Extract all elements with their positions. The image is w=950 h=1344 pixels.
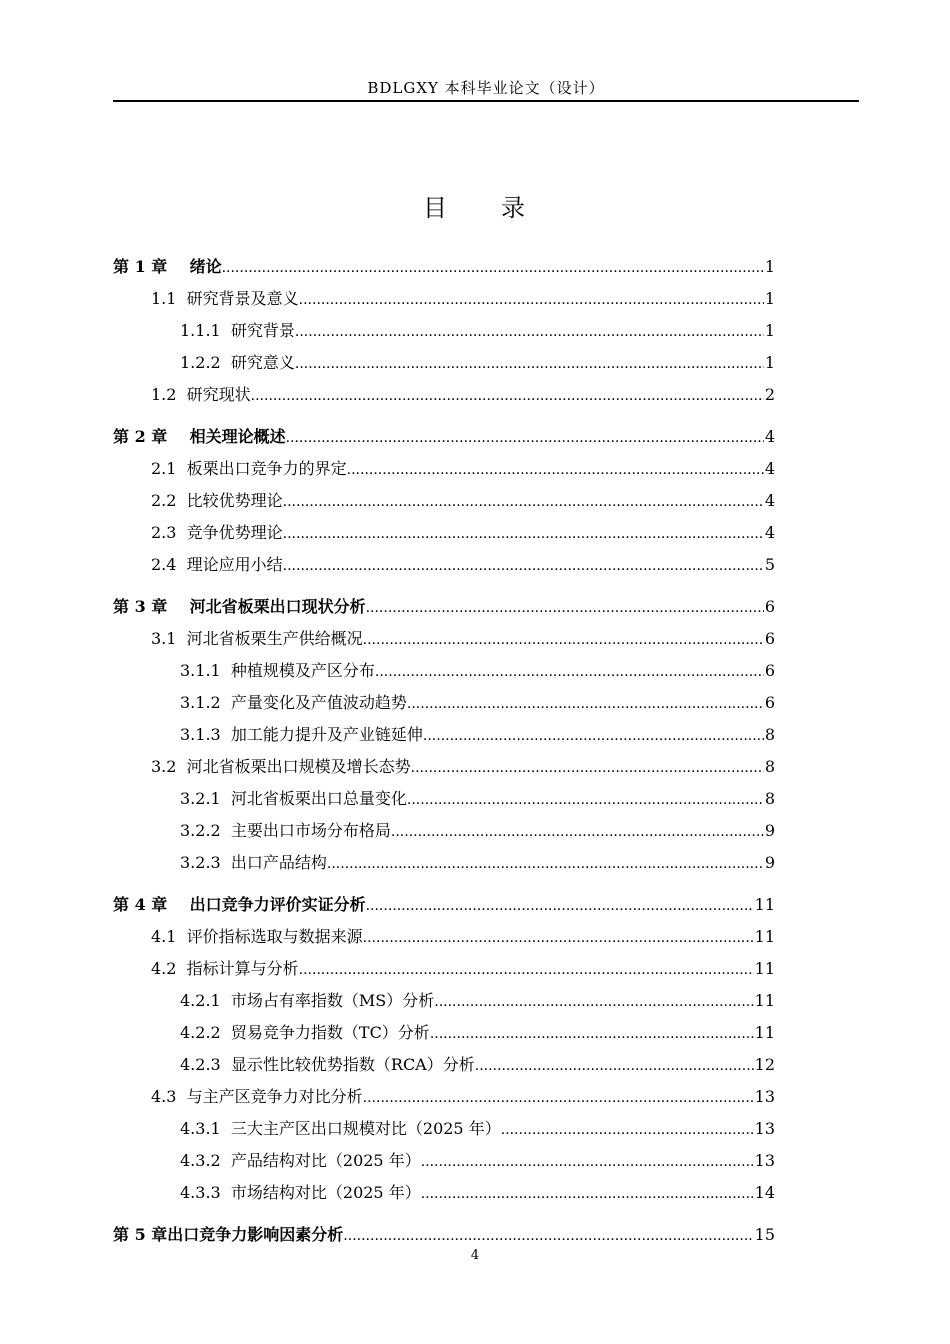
toc-entry-title: 显示性比较优势指数（RCA）分析: [230, 1055, 475, 1074]
toc-entry-number: 3.2: [151, 757, 177, 776]
toc-entry[interactable]: [113, 591, 775, 623]
toc-entry-number: 1.2: [151, 385, 177, 404]
toc-entry[interactable]: [113, 889, 775, 921]
toc-entry-separator: [176, 517, 186, 549]
toc-dot-leader: [375, 656, 764, 688]
toc-entry-title: 河北省板栗出口规模及增长态势: [186, 757, 411, 776]
toc-entry-title: 出口竞争力评价实证分析: [189, 895, 366, 914]
toc-entry-page: 12: [754, 1055, 775, 1074]
toc-dot-leader: [363, 624, 764, 656]
toc-entry[interactable]: [113, 421, 775, 453]
toc-entry-title: 出口产品结构: [230, 853, 327, 872]
toc-entry[interactable]: [113, 623, 775, 655]
toc-entry-separator: [176, 623, 186, 655]
toc-entry-title: 加工能力提升及产业链延伸: [230, 725, 423, 744]
toc-entry-number: 4.1: [151, 927, 177, 946]
toc-entry[interactable]: [113, 379, 775, 411]
toc-entry-page: 11: [754, 959, 775, 978]
toc-entry-page: 9: [764, 853, 775, 872]
toc-entry-title: 相关理论概述: [189, 427, 286, 446]
toc-entry-page: 13: [754, 1119, 775, 1138]
toc-entry-page: 1: [764, 353, 775, 372]
toc-entry-number: 4.2: [151, 959, 177, 978]
toc-entry-number: 4.2.2: [180, 1023, 221, 1042]
toc-entry-separator: [221, 815, 231, 847]
toc-dot-leader: [407, 784, 764, 816]
toc-entry[interactable]: [113, 1145, 775, 1177]
toc-dot-leader: [283, 486, 764, 518]
toc-entry-title: 种植规模及产区分布: [230, 661, 375, 680]
toc-dot-leader: [391, 816, 764, 848]
toc-entry[interactable]: [113, 517, 775, 549]
toc-entry-title: 研究意义: [230, 353, 295, 372]
toc-entry-number: 第 1 章: [113, 257, 168, 276]
toc-entry[interactable]: [113, 549, 775, 581]
toc-entry-title: 研究现状: [186, 385, 251, 404]
toc-entry-page: 11: [754, 895, 775, 914]
toc-dot-leader: [421, 1178, 754, 1210]
toc-entry-title: 理论应用小结: [186, 555, 283, 574]
toc-entry-title: 板栗出口竞争力的界定: [186, 459, 347, 478]
toc-entry-separator: [176, 453, 186, 485]
toc-entry[interactable]: [113, 1219, 775, 1251]
toc-entry[interactable]: [113, 315, 775, 347]
toc-entry-separator: [221, 1145, 231, 1177]
toc-entry-number: 3.1.2: [180, 693, 221, 712]
toc-entry-title: 产品结构对比（2025 年）: [230, 1151, 421, 1170]
toc-entry-page: 1: [764, 289, 775, 308]
toc-entry-separator: [221, 719, 231, 751]
toc-entry-number: 1.2.2: [180, 353, 221, 372]
toc-entry[interactable]: [113, 283, 775, 315]
toc-entry-title: 河北省板栗生产供给概况: [186, 629, 363, 648]
toc-entry-page: 4: [764, 491, 775, 510]
toc-entry-separator: [221, 687, 231, 719]
toc-entry-page: 8: [764, 757, 775, 776]
toc-dot-leader: [299, 284, 764, 316]
toc-dot-leader: [222, 252, 764, 284]
toc-entry-number: 3.1: [151, 629, 177, 648]
toc-dot-leader: [251, 380, 764, 412]
toc-dot-leader: [295, 348, 764, 380]
toc-entry[interactable]: [113, 485, 775, 517]
toc-dot-leader: [434, 986, 753, 1018]
toc-entry-page: 4: [764, 459, 775, 478]
toc-entry-title: 主要出口市场分布格局: [230, 821, 391, 840]
toc-entry-separator: [221, 655, 231, 687]
toc-entry[interactable]: [113, 847, 775, 879]
toc-entry-number: 1.1.1: [180, 321, 221, 340]
toc-entry-separator: [221, 347, 231, 379]
toc-entry[interactable]: [113, 347, 775, 379]
toc-entry-separator: [221, 783, 231, 815]
toc-dot-leader: [363, 922, 754, 954]
toc-entry-number: 第 5 章: [113, 1225, 168, 1244]
toc-entry-number: 1.1: [151, 289, 177, 308]
header-rule: [113, 100, 859, 102]
toc-entry-page: 1: [764, 321, 775, 340]
toc-dot-leader: [423, 720, 764, 752]
toc-entry-number: 4.2.1: [180, 991, 221, 1010]
toc-entry-number: 第 4 章: [113, 895, 168, 914]
toc-entry-separator: [167, 251, 189, 283]
toc-title: [0, 188, 950, 223]
toc-entry-number: 第 3 章: [113, 597, 168, 616]
toc-title-char-1: 目: [423, 194, 449, 222]
toc-dot-leader: [327, 848, 764, 880]
toc-entry-separator: [221, 1113, 231, 1145]
toc-entry-separator: [221, 847, 231, 879]
toc-entry-number: 4.2.3: [180, 1055, 221, 1074]
toc-entry-title: 市场占有率指数（MS）分析: [230, 991, 435, 1010]
toc-entry-title: 绪论: [189, 257, 222, 276]
toc-entry-page: 11: [754, 1023, 775, 1042]
toc-entry-title: 指标计算与分析: [186, 959, 299, 978]
toc-entry-title: 三大主产区出口规模对比（2025 年）: [230, 1119, 501, 1138]
table-of-contents: [113, 251, 775, 1251]
running-header: BDLGXY 本科毕业论文（设计）: [367, 79, 605, 97]
toc-entry-number: 3.1.1: [180, 661, 221, 680]
toc-entry-page: 8: [764, 725, 775, 744]
toc-entry[interactable]: [113, 1113, 775, 1145]
toc-entry[interactable]: [113, 1177, 775, 1209]
toc-entry-title: 比较优势理论: [186, 491, 283, 510]
toc-entry-number: 4.3: [151, 1087, 177, 1106]
toc-entry-page: 11: [754, 991, 775, 1010]
toc-entry[interactable]: [113, 251, 775, 283]
toc-entry-number: 第 2 章: [113, 427, 168, 446]
toc-dot-leader: [347, 454, 764, 486]
toc-entry[interactable]: [113, 1017, 775, 1049]
toc-entry-page: 9: [764, 821, 775, 840]
toc-entry-separator: [167, 421, 189, 453]
toc-entry[interactable]: [113, 953, 775, 985]
toc-entry[interactable]: [113, 1081, 775, 1113]
toc-entry-page: 13: [754, 1087, 775, 1106]
toc-dot-leader: [407, 688, 764, 720]
toc-dot-leader: [411, 752, 764, 784]
toc-dot-leader: [366, 890, 754, 922]
toc-entry[interactable]: [113, 655, 775, 687]
toc-entry-title: 河北省板栗出口总量变化: [230, 789, 407, 808]
toc-entry-title: 出口竞争力影响因素分析: [167, 1225, 344, 1244]
toc-entry[interactable]: [113, 687, 775, 719]
toc-entry-separator: [221, 1017, 231, 1049]
toc-entry-page: 15: [754, 1225, 775, 1244]
toc-entry-page: 13: [754, 1151, 775, 1170]
toc-dot-leader: [363, 1082, 754, 1114]
toc-entry-page: 11: [754, 927, 775, 946]
toc-entry-title: 市场结构对比（2025 年）: [230, 1183, 421, 1202]
toc-dot-leader: [283, 550, 764, 582]
toc-entry-number: 2.4: [151, 555, 177, 574]
toc-dot-leader: [286, 422, 764, 454]
toc-entry-separator: [176, 751, 186, 783]
toc-entry[interactable]: [113, 1049, 775, 1081]
toc-entry-number: 3.2.1: [180, 789, 221, 808]
toc-entry-page: 6: [764, 597, 775, 616]
toc-entry-title: 竞争优势理论: [186, 523, 283, 542]
toc-entry-page: 2: [764, 385, 775, 404]
toc-entry-title: 研究背景及意义: [186, 289, 299, 308]
toc-dot-leader: [366, 592, 764, 624]
toc-dot-leader: [421, 1146, 754, 1178]
toc-entry-number: 3.2.2: [180, 821, 221, 840]
toc-dot-leader: [501, 1114, 754, 1146]
toc-dot-leader: [283, 518, 764, 550]
toc-entry-separator: [176, 921, 186, 953]
toc-entry-separator: [221, 1177, 231, 1209]
toc-dot-leader: [475, 1050, 754, 1082]
toc-entry-separator: [221, 1049, 231, 1081]
toc-entry-number: 2.1: [151, 459, 177, 478]
toc-entry-title: 评价指标选取与数据来源: [186, 927, 363, 946]
toc-entry-number: 4.3.3: [180, 1183, 221, 1202]
toc-entry[interactable]: [113, 453, 775, 485]
toc-entry-separator: [176, 485, 186, 517]
toc-entry-page: 4: [764, 427, 775, 446]
toc-entry-separator: [221, 985, 231, 1017]
toc-entry-separator: [176, 379, 186, 411]
toc-entry-title: 产量变化及产值波动趋势: [230, 693, 407, 712]
toc-entry-number: 4.3.1: [180, 1119, 221, 1138]
toc-entry[interactable]: [113, 719, 775, 751]
toc-entry-title: 贸易竞争力指数（TC）分析: [230, 1023, 430, 1042]
toc-entry-separator: [221, 315, 231, 347]
toc-title-char-2: 录: [501, 194, 527, 222]
toc-entry-separator: [176, 1081, 186, 1113]
toc-entry-title: 与主产区竞争力对比分析: [186, 1087, 363, 1106]
toc-entry-number: 3.1.3: [180, 725, 221, 744]
toc-entry[interactable]: [113, 751, 775, 783]
toc-entry-page: 6: [764, 693, 775, 712]
toc-dot-leader: [299, 954, 754, 986]
toc-entry-page: 1: [764, 257, 775, 276]
toc-entry-number: 3.2.3: [180, 853, 221, 872]
toc-entry-number: 2.2: [151, 491, 177, 510]
toc-entry[interactable]: [113, 783, 775, 815]
toc-entry-page: 5: [764, 555, 775, 574]
toc-entry-page: 6: [764, 629, 775, 648]
toc-entry-title: 研究背景: [230, 321, 295, 340]
toc-entry-separator: [167, 889, 189, 921]
toc-entry-page: 14: [754, 1183, 775, 1202]
toc-entry-title: 河北省板栗出口现状分析: [189, 597, 366, 616]
toc-entry[interactable]: [113, 815, 775, 847]
toc-entry-page: 4: [764, 523, 775, 542]
toc-entry[interactable]: [113, 985, 775, 1017]
toc-entry-number: 2.3: [151, 523, 177, 542]
toc-entry-separator: [176, 549, 186, 581]
toc-entry-separator: [176, 953, 186, 985]
toc-dot-leader: [295, 316, 764, 348]
toc-dot-leader: [430, 1018, 754, 1050]
toc-entry-separator: [176, 283, 186, 315]
toc-entry-separator: [167, 591, 189, 623]
toc-entry-page: 6: [764, 661, 775, 680]
toc-entry-page: 8: [764, 789, 775, 808]
toc-entry[interactable]: [113, 921, 775, 953]
toc-entry-number: 4.3.2: [180, 1151, 221, 1170]
page-number: 4: [470, 1248, 480, 1263]
